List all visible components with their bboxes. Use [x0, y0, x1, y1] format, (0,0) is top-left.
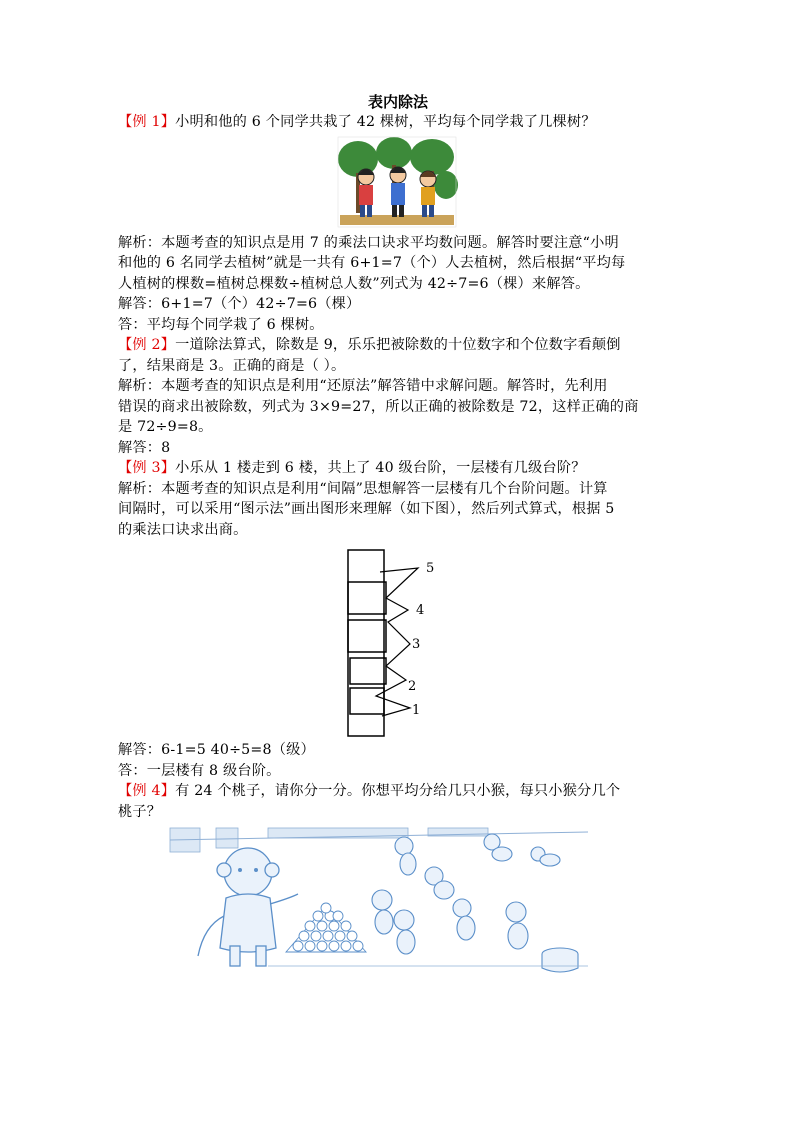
example-1-solution: 解答：6+1=7（个）42÷7=6（棵） — [118, 296, 361, 312]
example-2-analysis-line-2: 错误的商求出被除数，列式为 3×9=27，所以正确的被除数是 72，这样正确的商 — [118, 398, 639, 415]
example-4-tag: 【例 4】 — [118, 783, 176, 799]
example-2-analysis-line-3: 是 72÷9=8。 — [118, 419, 213, 435]
stairs-floor-diagram — [344, 548, 454, 738]
step-label-3: 3 — [412, 637, 421, 652]
example-4-question-line-2: 桃子？ — [118, 803, 162, 820]
example-1-tag: 【例 1】 — [118, 114, 176, 130]
document-page — [118, 92, 678, 976]
example-4-question-line-1 — [118, 781, 678, 802]
example-2-question-line-1 — [118, 335, 678, 356]
example-3-question — [118, 458, 678, 479]
example-3-analysis-line-1: 解析：本题考查的知识点是利用“间隔”思想解答一层楼有几个台阶问题。计算 — [118, 480, 608, 497]
step-label-1: 1 — [412, 703, 421, 718]
example-4-question-text: 有 24 个桃子，请你分一分。你想平均分给几只小猴，每只小猴分几个 — [175, 783, 621, 799]
example-2-question-text: 一道除法算式，除数是 9，乐乐把被除数的十位数字和个位数字看颠倒 — [175, 337, 621, 353]
example-3-solution: 解答：6-1=5 40÷5=8（级） — [118, 742, 315, 758]
children-planting-trees-illustration — [336, 135, 458, 229]
example-3-question-text: 小乐从 1 楼走到 6 楼，共上了 40 级台阶，一层楼有几级台阶？ — [175, 460, 586, 476]
step-label-2: 2 — [408, 679, 417, 694]
example-1-analysis-line-1: 解析：本题考查的知识点是用 7 的乘法口诀求平均数问题。解答时要注意“小明 — [118, 234, 619, 251]
step-label-5: 5 — [426, 561, 435, 576]
example-3-tag: 【例 3】 — [118, 460, 176, 476]
example-1-answer: 答：平均每个同学栽了 6 棵树。 — [118, 316, 324, 333]
example-3-analysis-line-3: 的乘法口诀求出商。 — [118, 521, 248, 538]
monkeys-and-peaches-illustration — [168, 826, 590, 976]
floor-box — [350, 658, 386, 684]
example-1-analysis-line-2: 和他的 6 名同学去植树”就是一共有 6+1=7（个）人去植树，然后根据“平均每 — [118, 255, 626, 271]
example-1-analysis-line-3: 人植树的棵数=植树总棵数÷植树总人数”列式为 42÷7=6（棵）来解答。 — [118, 275, 590, 292]
building-outline — [348, 550, 384, 736]
example-1-question — [118, 112, 678, 133]
example-2-question-line-2: 了，结果商是 3。正确的商是（ ）。 — [118, 357, 346, 374]
floor-box — [348, 620, 386, 652]
example-2-solution: 解答：8 — [118, 439, 171, 456]
floor-box — [350, 688, 384, 714]
floor-box — [348, 582, 386, 614]
example-2-analysis-line-1: 解析：本题考查的知识点是利用“还原法”解答错中求解问题。解答时，先利用 — [118, 378, 608, 394]
example-2-tag: 【例 2】 — [118, 337, 176, 353]
step-label-4: 4 — [416, 603, 425, 618]
example-3-answer: 答：一层楼有 8 级台阶。 — [118, 762, 281, 779]
example-3-analysis-line-2: 间隔时，可以采用“图示法”画出图形来理解（如下图），然后列式算式，根据 5 — [118, 501, 615, 517]
example-1-question-text: 小明和他的 6 个同学共栽了 42 棵树，平均每个同学栽了几棵树？ — [175, 114, 596, 130]
page-title: 表内除法 — [367, 93, 428, 111]
